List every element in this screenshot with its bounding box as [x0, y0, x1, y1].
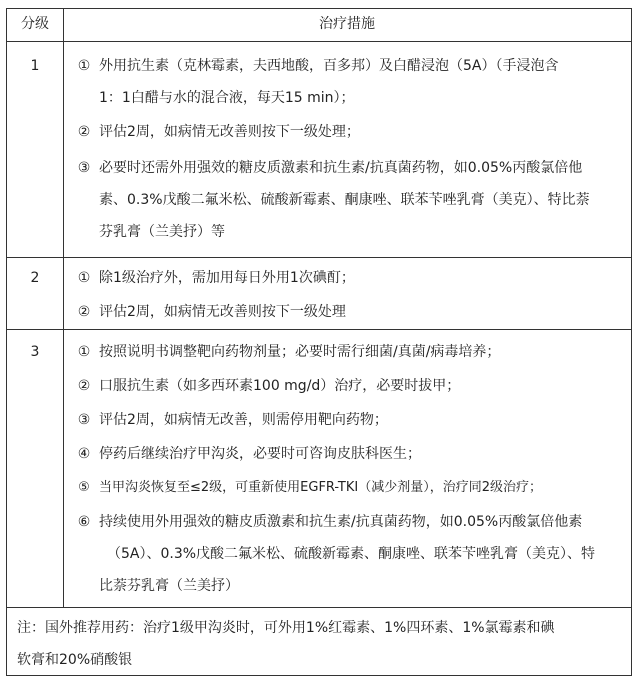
item-number: ③ — [77, 160, 91, 176]
header-grade: 分级 — [21, 16, 49, 32]
grade-1-row — [7, 41, 631, 257]
item-number: ⑥ — [77, 514, 91, 530]
item-text-line: 必要时还需外用强效的糖皮质激素和抗生素/抗真菌药物，如0.05%丙酸氯倍他 — [99, 160, 583, 176]
item-number: ② — [77, 378, 91, 394]
item-text-line: 1：1白醋与水的混合液，每天15 min）； — [99, 90, 355, 106]
item-number: ⑤ — [78, 480, 90, 495]
grade-3-row — [7, 329, 631, 607]
item-number: ② — [77, 304, 91, 320]
grade-1-measures — [73, 50, 623, 257]
treatment-table — [6, 8, 632, 676]
column-divider — [63, 258, 64, 329]
item-text-line: 按照说明书调整靶向药物剂量；必要时需行细菌/真菌/病毒培养； — [99, 344, 501, 360]
note-text-line: 软膏和20%硝酸银 — [17, 652, 133, 668]
note-row — [7, 607, 631, 675]
item-text-line: 外用抗生素（克林霉素，夫西地酸，百多邦）及白醋浸泡（5A）（手浸泡含 — [99, 58, 559, 74]
grade-label: 1 — [30, 58, 40, 74]
grade-3-measures — [73, 336, 623, 607]
item-text-line: 停药后继续治疗甲沟炎，必要时可咨询皮肤科医生； — [99, 446, 421, 462]
header-measures: 治疗措施 — [319, 16, 375, 32]
grade-label: 3 — [30, 344, 40, 360]
column-divider — [63, 330, 64, 607]
item-number: ① — [77, 270, 91, 286]
item-text-line: （5A）、0.3%戊酸二氟米松、硫酸新霉素、酮康唑、联苯苄唑乳膏（美克）、特 — [107, 546, 596, 562]
item-text-line: 除1级治疗外，需加用每日外用1次碘酊； — [99, 270, 355, 286]
column-divider — [63, 42, 64, 257]
item-number: ① — [77, 58, 91, 74]
item-number: ④ — [77, 446, 91, 462]
item-text-line: 芬乳膏（兰美抒）等 — [99, 224, 225, 240]
item-text-line: 口服抗生素（如多西环素100 mg/d）治疗，必要时拔甲； — [99, 378, 461, 394]
item-text-line: 持续使用外用强效的糖皮质激素和抗生素/抗真菌药物，如0.05%丙酸氯倍他素 — [99, 514, 583, 530]
grade-2-measures — [73, 262, 623, 329]
note-text-line: 注：国外推荐用药：治疗1级甲沟炎时，可外用1%红霉素、1%四环素、1%氯霉素和碘 — [17, 620, 555, 636]
table-header-row — [7, 9, 631, 41]
item-number: ③ — [77, 412, 91, 428]
item-text-line: 评估2周，如病情无改善则按下一级处理 — [99, 304, 346, 320]
item-text-line: 评估2周，如病情无改善，则需停用靶向药物； — [99, 412, 388, 428]
item-number: ② — [77, 124, 91, 140]
item-text-line: 素、0.3%戊酸二氟米松、硫酸新霉素、酮康唑、联苯苄唑乳膏（美克）、特比萘 — [99, 192, 590, 208]
item-text-line: 比萘芬乳膏（兰美抒） — [99, 578, 239, 594]
grade-2-row — [7, 257, 631, 329]
item-text-line: 评估2周，如病情无改善则按下一级处理； — [99, 124, 360, 140]
item-text-line: 当甲沟炎恢复至≤2级，可重新使用EGFR-TKI（减少剂量），治疗同2级治疗； — [99, 480, 543, 495]
item-number: ① — [77, 344, 91, 360]
grade-label: 2 — [30, 270, 40, 286]
